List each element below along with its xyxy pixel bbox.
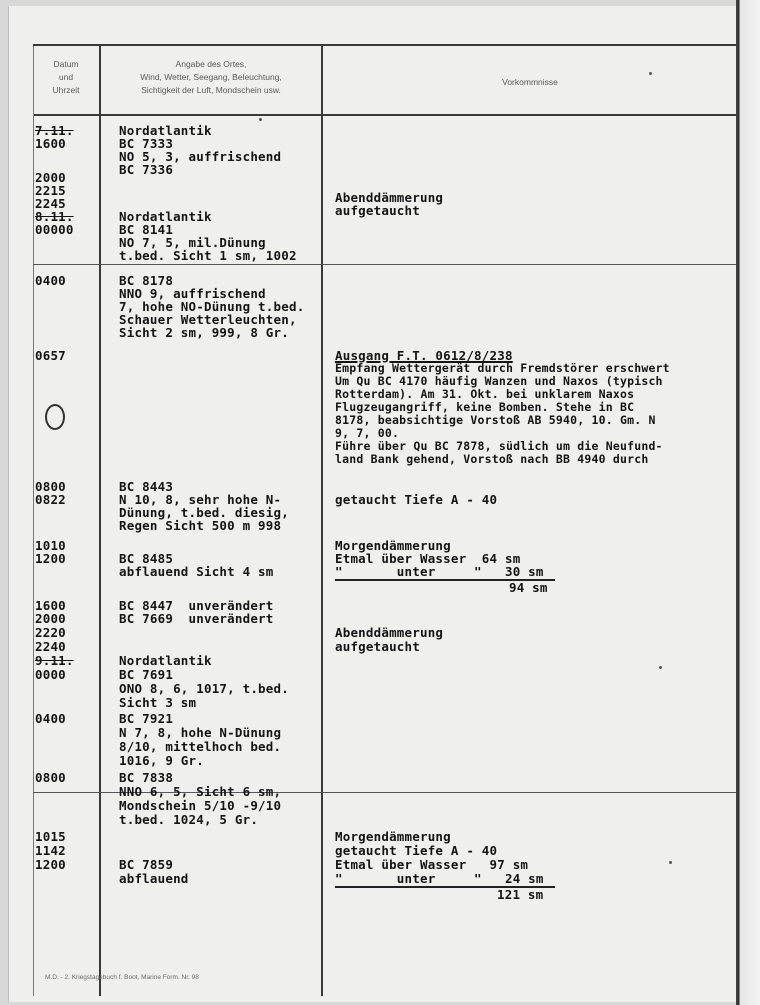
- location-line: BC 7921: [119, 711, 174, 726]
- time-entry: 9.11.: [35, 653, 74, 668]
- event-line: 94 sm: [509, 580, 548, 595]
- location-line: BC 7691: [119, 667, 174, 682]
- event-line: Etmal über Wasser 64 sm: [335, 551, 521, 566]
- time-entry: 0800: [35, 479, 66, 494]
- time-entry: 0800: [35, 770, 66, 785]
- time-entry: 2000: [35, 170, 66, 185]
- event-line: aufgetaucht: [335, 639, 420, 654]
- time-entry: 0822: [35, 492, 66, 507]
- event-line: Morgendämmerung: [335, 538, 451, 553]
- time-entry: 0657: [35, 348, 66, 363]
- event-line: " unter " 30 sm: [335, 564, 544, 579]
- location-line: NNO 6, 5, Sicht 6 sm,: [119, 784, 282, 799]
- location-line: t.bed. Sicht 1 sm, 1002: [119, 248, 297, 263]
- header-date-line-2: und: [58, 72, 74, 82]
- location-line: BC 7669 unverändert: [119, 611, 274, 626]
- location-line: BC 8443: [119, 479, 174, 494]
- time-entry: 2240: [35, 639, 66, 654]
- location-line: N 7, 8, hohe N-Dünung: [119, 725, 282, 740]
- header-events: [323, 76, 737, 89]
- location-line: N 10, 8, sehr hohe N-: [119, 492, 282, 507]
- time-entry: 2215: [35, 183, 66, 198]
- time-entry: 0400: [35, 711, 66, 726]
- header-location-line-1: Angabe des Ortes,: [175, 59, 247, 69]
- location-line: BC 7336: [119, 162, 174, 177]
- header-events-label: Vorkommnisse: [502, 77, 558, 87]
- location-line: BC 7838: [119, 770, 174, 785]
- event-line: 9, 7, 00.: [335, 426, 400, 440]
- location-line: BC 7333: [119, 136, 174, 151]
- time-entry: 1142: [35, 843, 66, 858]
- event-line: 121 sm: [497, 887, 544, 902]
- time-entry: 1600: [35, 598, 66, 613]
- time-entry: 0000: [35, 667, 66, 682]
- event-line: Führe über Qu BC 7878, südlich um die Neufund-: [335, 439, 663, 453]
- location-line: 1016, 9 Gr.: [119, 753, 204, 768]
- location-line: Sicht 3 sm: [119, 695, 197, 710]
- event-line: Flugzeugangriff, keine Bomben. Stehe in BC: [335, 400, 635, 414]
- location-line: Mondschein 5/10 -9/10: [119, 798, 282, 813]
- location-line: 7, hohe NO-Dünung t.bed.: [119, 299, 305, 314]
- event-line: Etmal über Wasser 97 sm: [335, 857, 529, 872]
- location-line: abflauend Sicht 4 sm: [119, 564, 274, 579]
- log-sheet: [8, 6, 737, 1002]
- header-location-weather: [101, 58, 321, 97]
- location-line: Dünung, t.bed. diesig,: [119, 505, 289, 520]
- header-bottom-rule: [33, 114, 737, 116]
- location-line: Sicht 2 sm, 999, 8 Gr.: [119, 325, 289, 340]
- event-line: " unter " 24 sm: [335, 871, 544, 886]
- location-line: NO 7, 5, mil.Dünung: [119, 235, 266, 250]
- event-line: land Bank gehend, Vorstoß nach BB 4940 durch: [335, 452, 649, 466]
- location-line: BC 8447 unverändert: [119, 598, 274, 613]
- event-line: 8178, beabsichtige Vorstoß AB 5940, 10. Gm. N: [335, 413, 656, 427]
- location-line: abflauend: [119, 871, 189, 886]
- location-line: Regen Sicht 500 m 998: [119, 518, 282, 533]
- location-line: Schauer Wetterleuchten,: [119, 312, 297, 327]
- header-location-line-2: Wind, Wetter, Seegang, Beleuchtung,: [140, 72, 282, 82]
- day-separator-1: [33, 264, 737, 265]
- event-line: Abenddämmerung: [335, 625, 444, 640]
- event-line: Empfang Wettergerät durch Fremdstörer erschwert: [335, 361, 670, 375]
- time-entry: 8.11.: [35, 209, 74, 224]
- scan-speck: [649, 72, 652, 75]
- header-date-line-3: Uhrzeit: [52, 85, 80, 95]
- scan-speck: [669, 861, 672, 864]
- time-entry: 00000: [35, 222, 74, 237]
- left-margin-rule: [33, 46, 34, 996]
- location-line: BC 8178: [119, 273, 174, 288]
- header-date-line-1: Datum: [53, 59, 79, 69]
- location-line: Nordatlantik: [119, 123, 212, 138]
- location-line: NNO 9, auffrischend: [119, 286, 266, 301]
- event-line: Ausgang F.T. 0612/8/238: [335, 348, 513, 363]
- location-line: BC 7859: [119, 857, 174, 872]
- time-entry: 7.11.: [35, 123, 74, 138]
- location-line: Nordatlantik: [119, 653, 212, 668]
- event-line: Morgendämmerung: [335, 829, 451, 844]
- scan-speck: [659, 666, 662, 669]
- header-location-line-3: Sichtigkeit der Luft, Mondschein usw.: [141, 85, 281, 95]
- column-rule-1: [99, 46, 101, 996]
- sheet-edge-shadow: [736, 0, 760, 1005]
- event-line: getaucht Tiefe A - 40: [335, 492, 498, 507]
- event-line: getaucht Tiefe A - 40: [335, 843, 498, 858]
- location-line: Nordatlantik: [119, 209, 212, 224]
- form-footer: M.D. - 2. Kriegstagebuch f. Boot, Marine Form. Nr. 98: [45, 974, 199, 981]
- event-line: Rotterdam). Am 31. Okt. bei unklarem Naxos: [335, 387, 635, 401]
- column-rule-2: [321, 46, 323, 996]
- location-line: BC 8141: [119, 222, 174, 237]
- event-line: Um Qu BC 4170 häufig Wanzen und Naxos (typisch: [335, 374, 663, 388]
- header-date-time: [33, 58, 99, 97]
- scan-speck: [259, 118, 262, 121]
- time-entry: 1010: [35, 538, 66, 553]
- location-line: ONO 8, 6, 1017, t.bed.: [119, 681, 289, 696]
- time-entry: 1600: [35, 136, 66, 151]
- header-top-rule: [33, 44, 737, 46]
- time-entry: 2245: [35, 196, 66, 211]
- event-line: aufgetaucht: [335, 203, 420, 218]
- location-line: 8/10, mittelhoch bed.: [119, 739, 282, 754]
- time-entry: 2000: [35, 611, 66, 626]
- location-line: BC 8485: [119, 551, 174, 566]
- location-line: NO 5, 3, auffrischend: [119, 149, 282, 164]
- event-line: Abenddämmerung: [335, 190, 444, 205]
- time-entry: 1200: [35, 551, 66, 566]
- location-line: t.bed. 1024, 5 Gr.: [119, 812, 259, 827]
- time-entry: 0400: [35, 273, 66, 288]
- time-entry: 1200: [35, 857, 66, 872]
- punch-hole-mark: [45, 404, 65, 430]
- time-entry: 1015: [35, 829, 66, 844]
- time-entry: 2220: [35, 625, 66, 640]
